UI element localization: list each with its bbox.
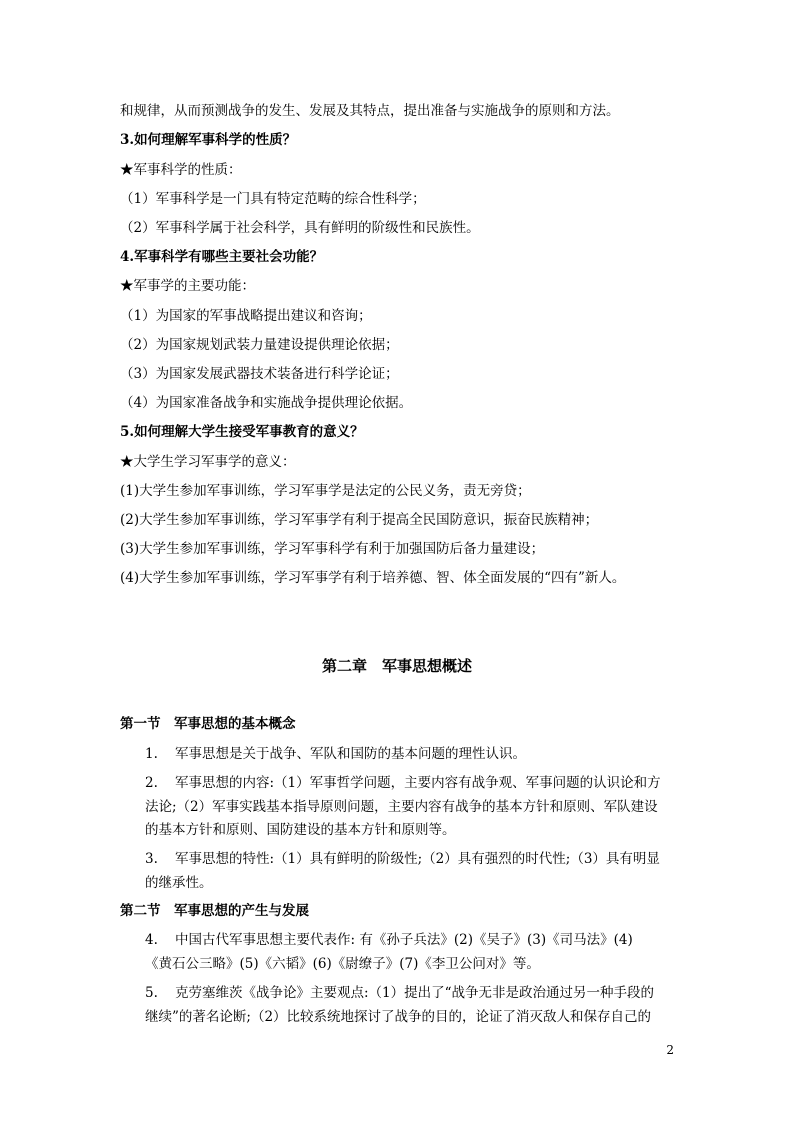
- item-number: 5.: [145, 985, 158, 1001]
- section-2-item: [145, 930, 633, 950]
- section-1-item: [145, 773, 661, 793]
- section-1-title: 第一节 军事思想的基本概念: [120, 716, 296, 732]
- question-5-item: (1)大学生参加军事训练，学习军事学是法定的公民义务，责无旁贷；: [120, 483, 531, 499]
- item-text-continued: 的基本方针和原则、国防建设的基本方针和原则等。: [145, 822, 456, 838]
- item-text: 克劳塞维茨《战争论》主要观点:（1）提出了“战争无非是政治通过另一种手段的: [175, 985, 655, 1001]
- question-3-item: （1）军事科学是一门具有特定范畴的综合性科学；: [120, 191, 426, 207]
- item-text-continued: 继续”的著名论断;（2）比较系统地探讨了战争的目的，论证了消灭敌人和保存自己的: [145, 1009, 652, 1025]
- item-text: 军事思想是关于战争、军队和国防的基本问题的理性认识。: [175, 746, 526, 762]
- question-4-lead: ★军事学的主要功能：: [120, 278, 255, 294]
- item-number: 1.: [145, 746, 158, 762]
- question-4-item: （2）为国家规划武装力量建设提供理论依据；: [120, 337, 399, 353]
- section-2-item: [145, 983, 654, 1003]
- question-5-lead: ★大学生学习军事学的意义：: [120, 454, 296, 470]
- question-5-item: (4)大学生参加军事训练，学习军事学有利于培养德、智、体全面发展的“四有”新人。: [120, 570, 626, 586]
- section-1-item: [145, 744, 526, 764]
- question-5-item: (2)大学生参加军事训练，学习军事学有利于提高全民国防意识，振奋民族精神；: [120, 512, 599, 528]
- item-text: 军事思想的特性:（1）具有鲜明的阶级性;（2）具有强烈的时代性;（3）具有明显: [175, 851, 660, 867]
- question-4-title: 4.军事科学有哪些主要社会功能？: [120, 249, 324, 265]
- item-text-continued: 《黄石公三略》(5)《六韬》(6)《尉缭子》(7)《李卫公问对》等。: [145, 956, 540, 972]
- page-number: 2: [666, 1043, 674, 1057]
- section-1-item: [145, 849, 660, 869]
- question-4-item: （3）为国家发展武器技术装备进行科学论证；: [120, 366, 399, 382]
- item-number: 4.: [145, 932, 158, 948]
- item-number: 3.: [145, 851, 158, 867]
- question-5-item: (3)大学生参加军事训练，学习军事科学有利于加强国防后备力量建设；: [120, 541, 545, 557]
- question-3-lead: ★军事科学的性质：: [120, 162, 242, 178]
- question-4-item: （4）为国家准备战争和实施战争提供理论依据。: [120, 395, 413, 411]
- item-text-continued: 法论;（2）军事实践基本指导原则问题，主要内容有战争的基本方针和原则、军队建设: [145, 799, 658, 815]
- question-3-item: （2）军事科学属于社会科学，具有鲜明的阶级性和民族性。: [120, 220, 480, 236]
- question-3-title: 3.如何理解军事科学的性质？: [120, 132, 297, 148]
- question-4-item: （1）为国家的军事战略提出建议和咨询；: [120, 308, 372, 324]
- item-text: 军事思想的内容:（1）军事哲学问题，主要内容有战争观、军事问题的认识论和方: [175, 775, 661, 791]
- intro-line: 和规律，从而预测战争的发生、发展及其特点，提出准备与实施战争的原则和方法。: [120, 103, 620, 119]
- item-text: 中国古代军事思想主要代表作: 有《孙子兵法》(2)《吴子》(3)《司马法》(4): [175, 932, 633, 948]
- item-number: 2.: [145, 775, 158, 791]
- chapter-title: 第二章 军事思想概述: [321, 657, 472, 675]
- section-2-title: 第二节 军事思想的产生与发展: [120, 903, 309, 919]
- question-5-title: 5.如何理解大学生接受军事教育的意义？: [120, 424, 364, 440]
- item-text-continued: 的继承性。: [145, 875, 213, 891]
